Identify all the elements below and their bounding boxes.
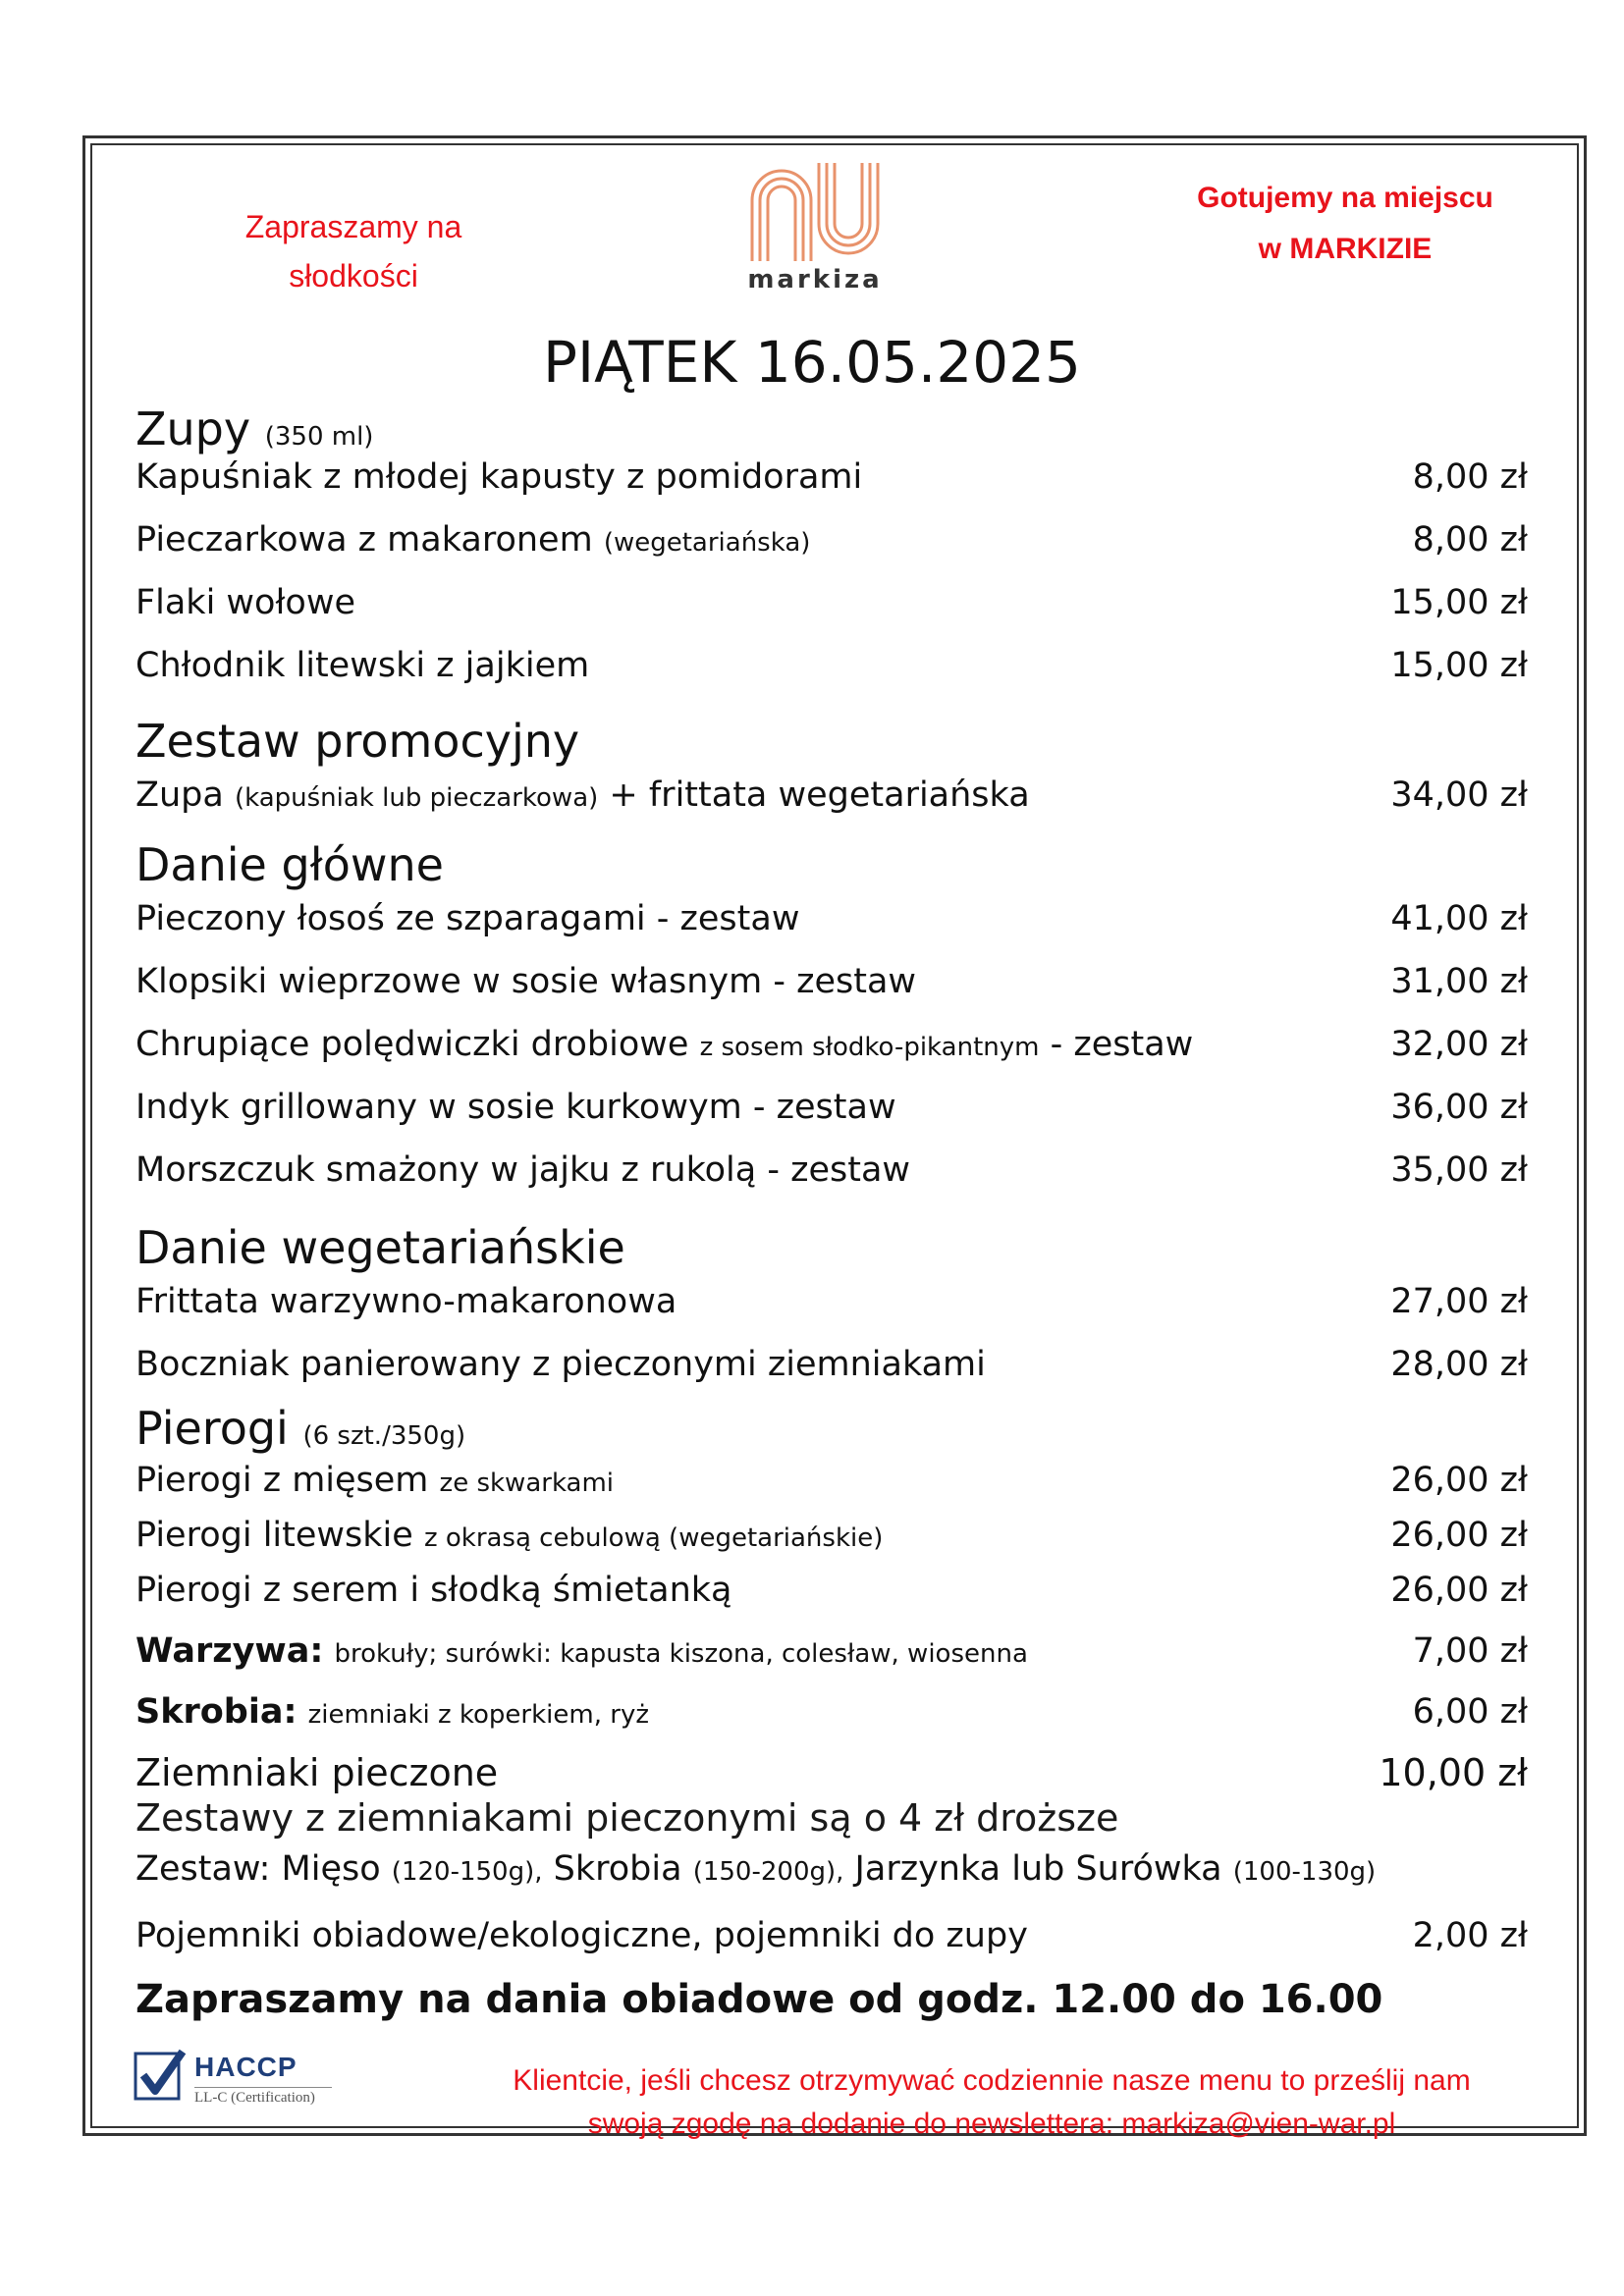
menu-item (135, 646, 1528, 715)
menu-item (135, 1461, 1528, 1516)
item-price: 10,00 zł (1379, 1751, 1528, 1794)
cooking-onsite-note (1149, 173, 1542, 275)
item-price: 41,00 zł (1390, 899, 1528, 938)
section-title-vegetarian: Danie wegetariańskie (135, 1221, 625, 1274)
item-price: 36,00 zł (1390, 1088, 1528, 1127)
item-name: Pierogi z serem i słodką śmietanką (135, 1571, 732, 1610)
item-name: Ziemniaki pieczone (135, 1751, 499, 1794)
item-price: 7,00 zł (1412, 1631, 1528, 1671)
item-name: Chrupiące polędwiczki drobiowe z sosem słodko-pikantnym - zestaw (135, 1025, 1194, 1064)
menu-item (135, 1345, 1528, 1402)
item-name: Flaki wołowe (135, 583, 355, 622)
sweets-invitation-line1: Zapraszamy na (244, 209, 462, 244)
item-name: Pierogi z mięsem ze skwarkami (135, 1461, 615, 1500)
item-price: 2,00 zł (1412, 1916, 1528, 1955)
item-name: Skrobia: ziemniaki z koperkiem, ryż (135, 1692, 649, 1732)
item-name: Zupa (kapuśniak lub pieczarkowa) + frittata wegetariańska (135, 775, 1030, 815)
menu-item (135, 1088, 1528, 1150)
sweets-invitation (196, 202, 511, 300)
item-price: 6,00 zł (1412, 1692, 1528, 1732)
section-title-soups (135, 402, 1528, 457)
item-price: 31,00 zł (1390, 962, 1528, 1001)
haccp-subtitle: LL-C (Certification) (194, 2087, 332, 2107)
section-title-mains: Danie główne (135, 838, 444, 891)
item-name: Pieczarkowa z makaronem (wegetariańska) (135, 520, 811, 560)
menu-item (135, 899, 1528, 962)
newsletter-line2: swoją zgodę na dodanie do newslettera: markiza@vien-war.pl (587, 2108, 1396, 2140)
set-composition-text: Zestaw: Mięso (120-150g), Skrobia (150-200g), Jarzynka lub Surówka (100-130g) (135, 1849, 1377, 1889)
pierogi-note: (6 szt./350g) (302, 1421, 466, 1451)
side-vegetables (135, 1631, 1528, 1692)
markiza-logo-icon (746, 161, 884, 263)
item-name: Chłodnik litewski z jajkiem (135, 646, 590, 685)
item-name: Frittata warzywno-makaronowa (135, 1282, 677, 1321)
menu-item (135, 457, 1528, 520)
side-starch (135, 1692, 1528, 1751)
markiza-logo (741, 161, 889, 308)
pierogi-title: Pierogi (135, 1402, 289, 1455)
newsletter-line1: Klientcie, jeśli chcesz otrzymywać codziennie nasze menu to prześlij nam (513, 2064, 1471, 2097)
soups-note: (350 ml) (264, 422, 374, 452)
item-price: 8,00 zł (1412, 457, 1528, 497)
item-name: Indyk grillowany w sosie kurkowym - zestaw (135, 1088, 896, 1127)
item-name: Warzywa: brokuły; surówki: kapusta kiszona, colesław, wiosenna (135, 1631, 1028, 1671)
item-price: 28,00 zł (1390, 1345, 1528, 1384)
haccp-badge (134, 2048, 340, 2107)
item-price: 8,00 zł (1412, 520, 1528, 560)
side-baked-potatoes (135, 1751, 1528, 1796)
menu-item (135, 1516, 1528, 1571)
baked-potatoes-info: Zestawy z ziemniakami pieczonymi są o 4 zł droższe (135, 1796, 1119, 1840)
item-price: 26,00 zł (1390, 1571, 1528, 1610)
item-name: Pojemniki obiadowe/ekologiczne, pojemniki do zupy (135, 1916, 1028, 1955)
day-title: PIĄTEK 16.05.2025 (543, 329, 1081, 396)
menu-item (135, 1150, 1528, 1221)
item-name: Pierogi litewskie z okrasą cebulową (wegetariańskie) (135, 1516, 884, 1555)
set-composition (135, 1849, 1528, 1916)
soups-title: Zupy (135, 402, 251, 455)
item-price: 32,00 zł (1390, 1025, 1528, 1064)
opening-hours: Zapraszamy na dania obiadowe od godz. 12.00 do 16.00 (135, 1977, 1383, 2022)
item-price: 26,00 zł (1390, 1516, 1528, 1555)
logo-text: markiza (747, 265, 883, 294)
menu-item (135, 775, 1528, 838)
cooking-onsite-line2: w MARKIZIE (1258, 233, 1433, 265)
item-name: Morszczuk smażony w jajku z rukolą - zestaw (135, 1150, 911, 1190)
item-price: 15,00 zł (1390, 646, 1528, 685)
cooking-onsite-line1: Gotujemy na miejscu (1197, 182, 1493, 214)
menu-item (135, 520, 1528, 583)
item-name: Kapuśniak z młodej kapusty z pomidorami (135, 457, 863, 497)
haccp-check-icon (134, 2048, 187, 2105)
menu-item (135, 583, 1528, 646)
item-name: Boczniak panierowany z pieczonymi ziemniakami (135, 1345, 986, 1384)
menu-item (135, 1571, 1528, 1631)
menu-list (135, 402, 1528, 2022)
item-price: 34,00 zł (1390, 775, 1528, 815)
item-price: 26,00 zł (1390, 1461, 1528, 1500)
sweets-invitation-line2: słodkości (289, 258, 418, 294)
containers-item (135, 1916, 1528, 1977)
menu-item (135, 1282, 1528, 1345)
item-price: 15,00 zł (1390, 583, 1528, 622)
item-price: 27,00 zł (1390, 1282, 1528, 1321)
section-title-pierogi (135, 1402, 1528, 1461)
item-name: Klopsiki wieprzowe w sosie własnym - zestaw (135, 962, 917, 1001)
newsletter-note (432, 2059, 1551, 2146)
item-price: 35,00 zł (1390, 1150, 1528, 1190)
haccp-title: HACCP (194, 2052, 298, 2082)
section-title-promo: Zestaw promocyjny (135, 715, 580, 768)
item-name: Pieczony łosoś ze szparagami - zestaw (135, 899, 800, 938)
menu-item (135, 1025, 1528, 1088)
menu-item (135, 962, 1528, 1025)
